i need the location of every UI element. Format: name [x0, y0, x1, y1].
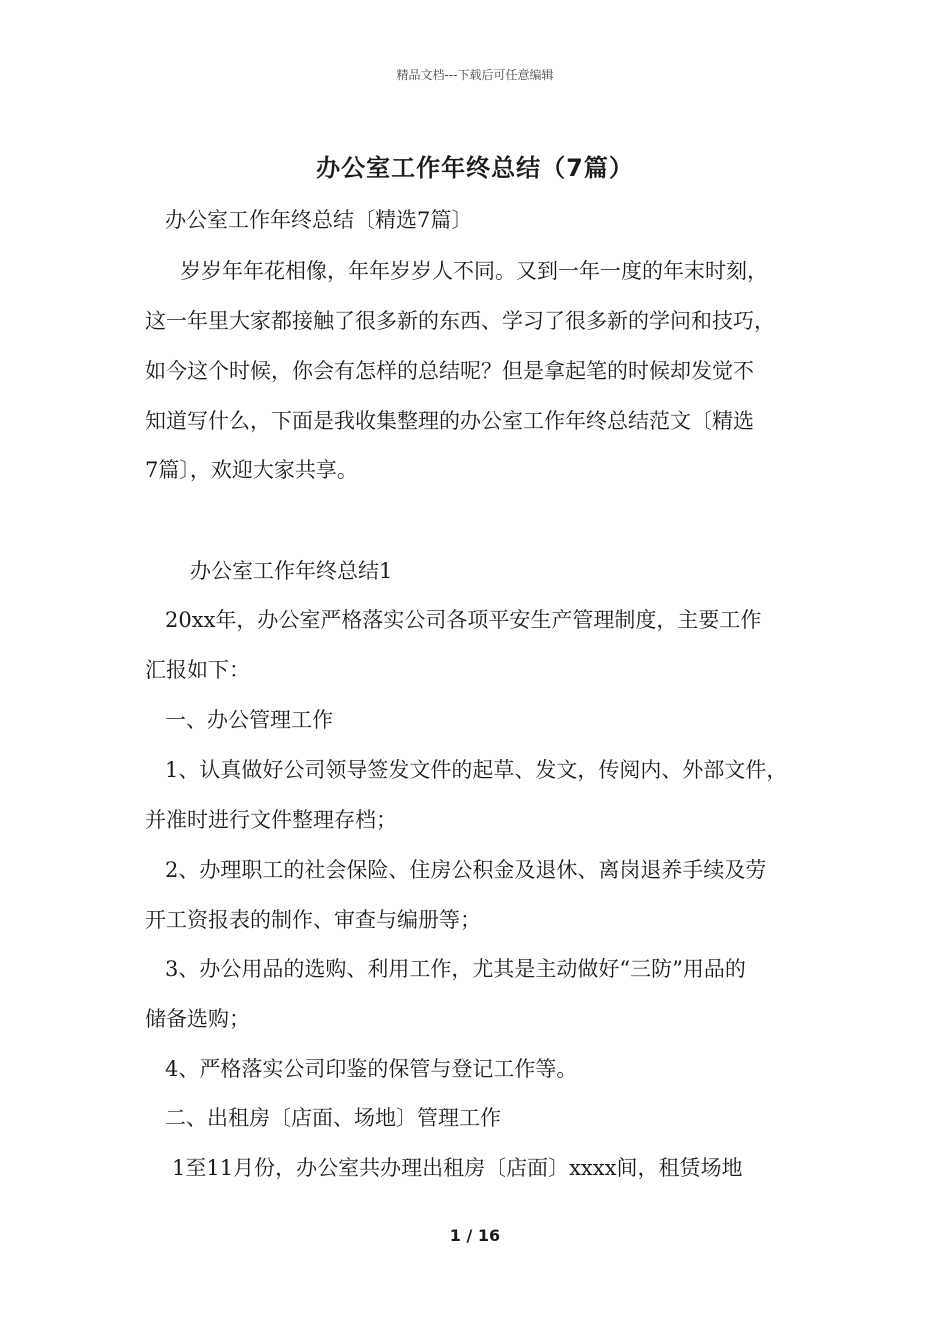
- list-item-continuation: 并准时进行文件整理存档；: [145, 808, 397, 832]
- list-item-continuation: 储备选购；: [145, 1007, 250, 1031]
- paragraph-line: 这一年里大家都接触了很多新的东西、学习了很多新的学问和技巧，: [145, 309, 775, 333]
- section-heading: 办公室工作年终总结1: [190, 559, 393, 583]
- list-item-continuation: 开工资报表的制作、审查与编册等；: [145, 908, 481, 932]
- paragraph-line: 汇报如下：: [145, 658, 250, 682]
- paragraph-line: 如今这个时候，你会有怎样的总结呢？但是拿起笔的时候却发觉不: [145, 359, 754, 383]
- list-item: 2、办理职工的社会保险、住房公积金及退休、离岗退养手续及劳: [165, 858, 767, 882]
- paragraph-line: 1至11月份，办公室共办理出租房〔店面〕xxxx间，租赁场地: [172, 1156, 743, 1180]
- page-header: 精品文档---下载后可任意编辑: [396, 68, 554, 82]
- list-item: 3、办公用品的选购、利用工作，尤其是主动做好“三防”用品的: [165, 957, 746, 981]
- paragraph-line: 知道写什么，下面是我收集整理的办公室工作年终总结范文〔精选: [145, 409, 754, 433]
- paragraph-line: 岁岁年年花相像，年年岁岁人不同。又到一年一度的年末时刻，: [180, 259, 768, 283]
- subtitle: 办公室工作年终总结〔精选7篇〕: [165, 208, 473, 232]
- paragraph-line: 20xx年，办公室严格落实公司各项平安生产管理制度，主要工作: [165, 608, 762, 632]
- page-number: 1 / 16: [449, 1226, 501, 1245]
- list-item: 4、严格落实公司印鉴的保管与登记工作等。: [165, 1057, 578, 1081]
- list-item: 1、认真做好公司领导签发文件的起草、发文，传阅内、外部文件，: [165, 758, 788, 782]
- subsection-heading: 二、出租房〔店面、场地〕管理工作: [165, 1106, 501, 1130]
- subsection-heading: 一、办公管理工作: [165, 708, 333, 732]
- document-title: 办公室工作年终总结（7篇）: [316, 154, 634, 182]
- paragraph-line: 7篇〕，欢迎大家共享。: [145, 458, 358, 482]
